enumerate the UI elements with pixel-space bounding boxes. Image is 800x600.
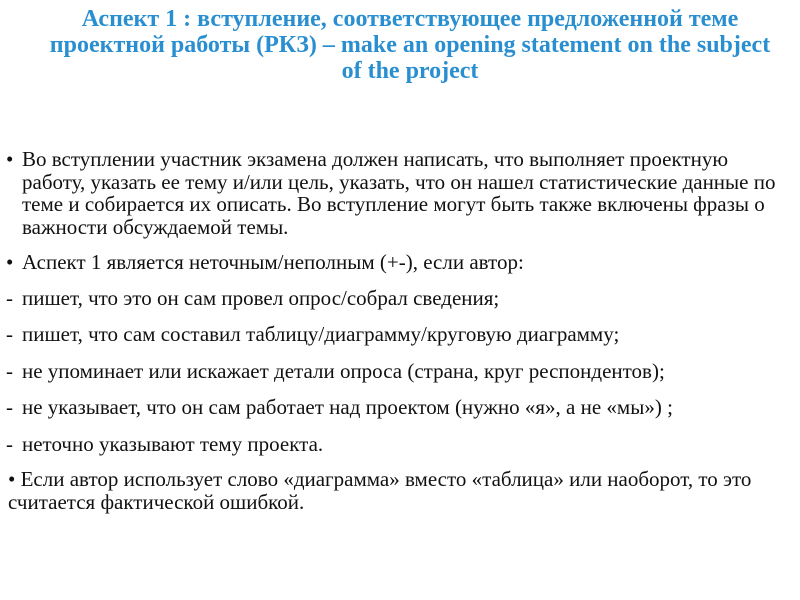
dash-marker: - (6, 285, 13, 310)
bullet-marker: • (8, 467, 16, 491)
dash-item-own-table (0, 323, 790, 346)
bullet-item-intro-requirements (0, 148, 790, 238)
bullet-marker: • (6, 147, 14, 171)
bullet-text: Если автор использует слово «диаграмма» вместо «таблица» или наоборот, то это считается фактической ошибкой. (8, 467, 752, 514)
dash-item-project-topic (0, 433, 790, 456)
dash-text: пишет, что сам составил таблицу/диаграмму/круговую диаграмму; (22, 322, 620, 346)
dash-text: неточно указывают тему проекта. (22, 431, 324, 456)
dash-text: пишет, что это он сам провел опрос/собрал сведения; (22, 285, 500, 310)
bullet-item-aspect-inaccurate (0, 251, 790, 274)
slide-body (0, 148, 790, 513)
dash-marker: - (6, 358, 13, 383)
dash-item-first-person (0, 396, 790, 419)
dash-item-own-survey (0, 287, 790, 310)
bullet-text: Аспект 1 является неточным/неполным (+-), если автор: (22, 250, 524, 274)
bullet-marker: • (6, 250, 14, 274)
dash-text: не упоминает или искажает детали опроса (страна, круг респондентов); (22, 358, 665, 383)
dash-item-survey-details (0, 360, 790, 383)
dash-marker: - (6, 431, 13, 456)
dash-text: не указывает, что он сам работает над проектом (нужно «я», а не «мы») ; (22, 395, 673, 419)
bullet-text: Во вступлении участник экзамена должен написать, что выполняет проектную работу, указать ее тему и/или цель, указать, что он нашел статистические данные по теме и собирается их описать. Во вступление могут быть также включены фразы о важности обсуждаемой темы. (22, 147, 776, 239)
bullet-item-factual-error (0, 468, 790, 513)
dash-marker: - (6, 322, 13, 346)
slide-title: Аспект 1 : вступление, соответствующее предложенной теме проектной работы (РКЗ) – make an opening statement on the subject of the project (49, 6, 771, 84)
dash-marker: - (6, 395, 13, 419)
